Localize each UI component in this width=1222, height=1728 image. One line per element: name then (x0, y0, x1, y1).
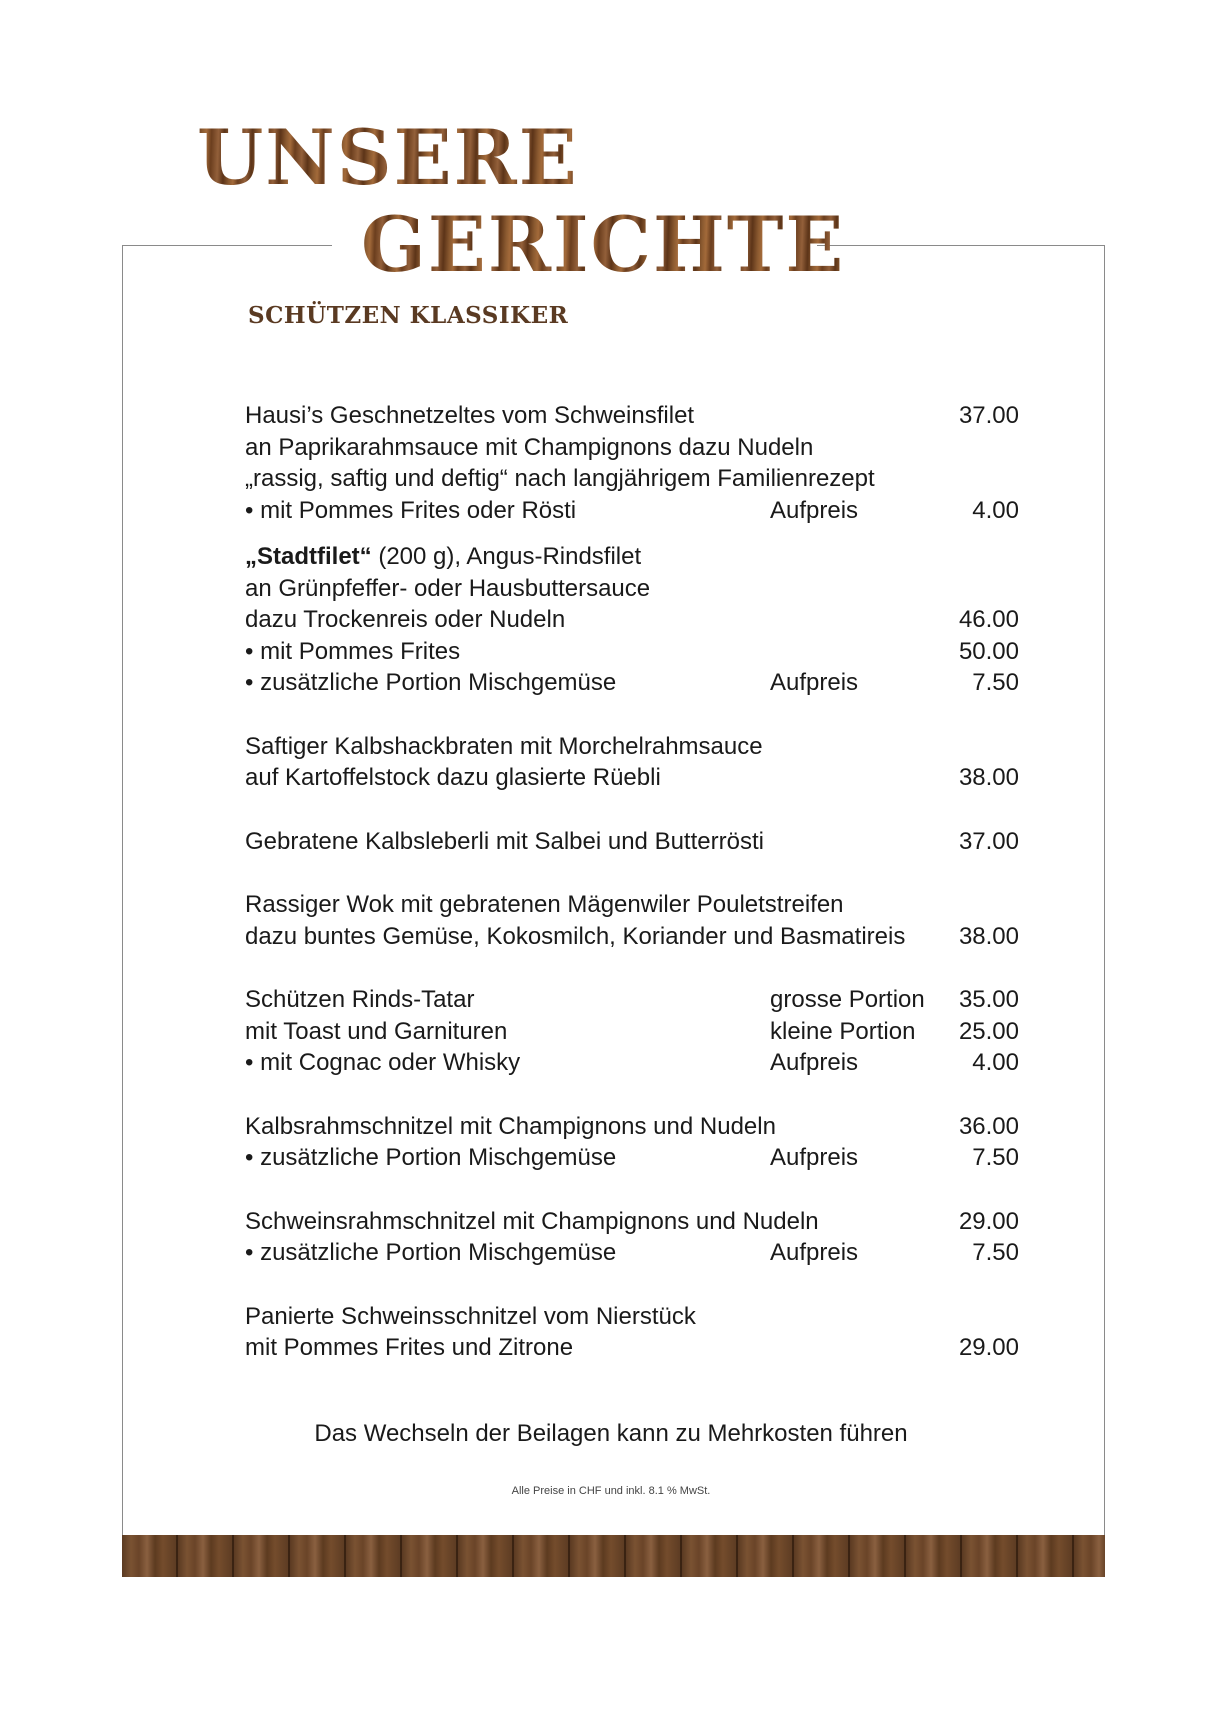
menu-item (245, 889, 1019, 952)
dish-text: Saftiger Kalbshackbraten mit Morchelrahmsauce (245, 732, 763, 760)
dish-text: • zusätzliche Portion Mischgemüse (245, 1144, 617, 1171)
section-subtitle: SCHÜTZEN KLASSIKER (248, 302, 569, 329)
dish-text: an Paprikarahmsauce mit Champignons dazu Nudeln (245, 433, 814, 461)
dish-price: 38.00 (958, 922, 1019, 950)
menu-item (245, 826, 1019, 858)
dish-price: 37.00 (958, 402, 1019, 429)
dish-price: 4.00 (972, 1049, 1019, 1076)
page-title-line1: UNSERE (197, 113, 579, 202)
menu-line (245, 573, 1019, 605)
dish-price: 46.00 (958, 606, 1019, 633)
dish-text: dazu buntes Gemüse, Kokosmilch, Koriander und Basmatireis (245, 922, 906, 950)
dish-text-rest: (200 g), Angus-Rindsfilet (371, 543, 642, 570)
dish-text: Panierte Schweinsschnitzel vom Nierstück (245, 1302, 696, 1330)
dish-text: an Grünpfeffer- oder Hausbuttersauce (245, 574, 651, 602)
dish-price: 36.00 (958, 1112, 1019, 1140)
menu-line (245, 541, 1019, 573)
menu-line (245, 1301, 1019, 1333)
dish-price: 7.50 (972, 1144, 1019, 1171)
menu-line (245, 1237, 1019, 1269)
dish-note: Aufpreis (770, 1049, 859, 1076)
dish-price: 35.00 (958, 986, 1019, 1013)
dish-price: 4.00 (972, 496, 1019, 524)
dish-text: • zusätzliche Portion Mischgemüse (245, 669, 617, 696)
page-title-line2: GERICHTE (361, 200, 846, 289)
frame-top-border-left (122, 245, 332, 246)
dish-price: 7.50 (972, 669, 1019, 696)
tax-note: Alle Preise in CHF und inkl. 8.1 % MwSt. (511, 1485, 711, 1497)
menu-line (245, 1206, 1019, 1238)
menu-item (245, 400, 1019, 526)
dish-price: 50.00 (958, 637, 1019, 665)
frame-left-border (122, 245, 123, 1535)
menu-line (245, 1142, 1019, 1174)
menu-line (245, 1111, 1019, 1143)
menu-list (245, 400, 1019, 1396)
menu-line (245, 636, 1019, 668)
menu-line (245, 921, 1019, 953)
wood-plank-decoration (122, 1535, 1105, 1577)
menu-item (245, 1111, 1019, 1174)
dish-name-bold: „Stadtfilet“ (245, 543, 372, 570)
dish-note: Aufpreis (770, 1144, 859, 1171)
menu-line (245, 1016, 1019, 1048)
menu-item (245, 731, 1019, 794)
frame-right-border (1104, 245, 1105, 1535)
dish-text: Rassiger Wok mit gebratenen Mägenwiler Pouletstreifen (245, 891, 844, 918)
dish-price: 29.00 (958, 1207, 1019, 1235)
dish-price: 38.00 (958, 764, 1019, 791)
side-dish-change-note: Das Wechseln der Beilagen kann zu Mehrkosten führen (314, 1420, 908, 1447)
menu-item (245, 984, 1019, 1079)
menu-line (245, 762, 1019, 794)
menu-line (245, 889, 1019, 921)
dish-note: grosse Portion (770, 986, 925, 1013)
dish-text: mit Pommes Frites und Zitrone (245, 1334, 574, 1361)
dish-text: Schützen Rinds-Tatar (245, 986, 475, 1013)
menu-line (245, 400, 1019, 432)
dish-note: kleine Portion (770, 1017, 916, 1045)
dish-text: Schweinsrahmschnitzel mit Champignons und Nudeln (245, 1207, 819, 1235)
dish-text: auf Kartoffelstock dazu glasierte Rüebli (245, 764, 661, 791)
menu-item (245, 1206, 1019, 1269)
menu-line (245, 463, 1019, 495)
dish-text (245, 541, 641, 573)
menu-line (245, 826, 1019, 858)
dish-note: Aufpreis (770, 1239, 859, 1266)
menu-line (245, 432, 1019, 464)
dish-price: 7.50 (972, 1239, 1019, 1266)
menu-line (245, 604, 1019, 636)
dish-text: • zusätzliche Portion Mischgemüse (245, 1239, 617, 1266)
dish-text: mit Toast und Garnituren (245, 1017, 508, 1045)
dish-text: Gebratene Kalbsleberli mit Salbei und Butterrösti (245, 827, 764, 855)
dish-note: Aufpreis (770, 669, 859, 696)
frame-top-border-right (817, 245, 1105, 246)
menu-line (245, 667, 1019, 699)
dish-price: 25.00 (958, 1017, 1019, 1045)
dish-text: „rassig, saftig und deftig“ nach langjährigem Familienrezept (245, 465, 875, 492)
dish-text: Hausi’s Geschnetzeltes vom Schweinsfilet (245, 402, 695, 429)
dish-text: dazu Trockenreis oder Nudeln (245, 606, 566, 633)
menu-line (245, 1332, 1019, 1364)
menu-line (245, 731, 1019, 763)
menu-line (245, 495, 1019, 527)
dish-text: • mit Cognac oder Whisky (245, 1049, 521, 1076)
dish-price: 37.00 (958, 827, 1019, 855)
dish-note: Aufpreis (770, 496, 859, 524)
dish-text: • mit Pommes Frites (245, 637, 461, 665)
menu-line (245, 984, 1019, 1016)
menu-line (245, 1047, 1019, 1079)
dish-price: 29.00 (958, 1334, 1019, 1361)
dish-text: Kalbsrahmschnitzel mit Champignons und Nudeln (245, 1112, 776, 1140)
menu-item (245, 541, 1019, 699)
menu-item (245, 1301, 1019, 1364)
dish-text: • mit Pommes Frites oder Rösti (245, 496, 577, 524)
